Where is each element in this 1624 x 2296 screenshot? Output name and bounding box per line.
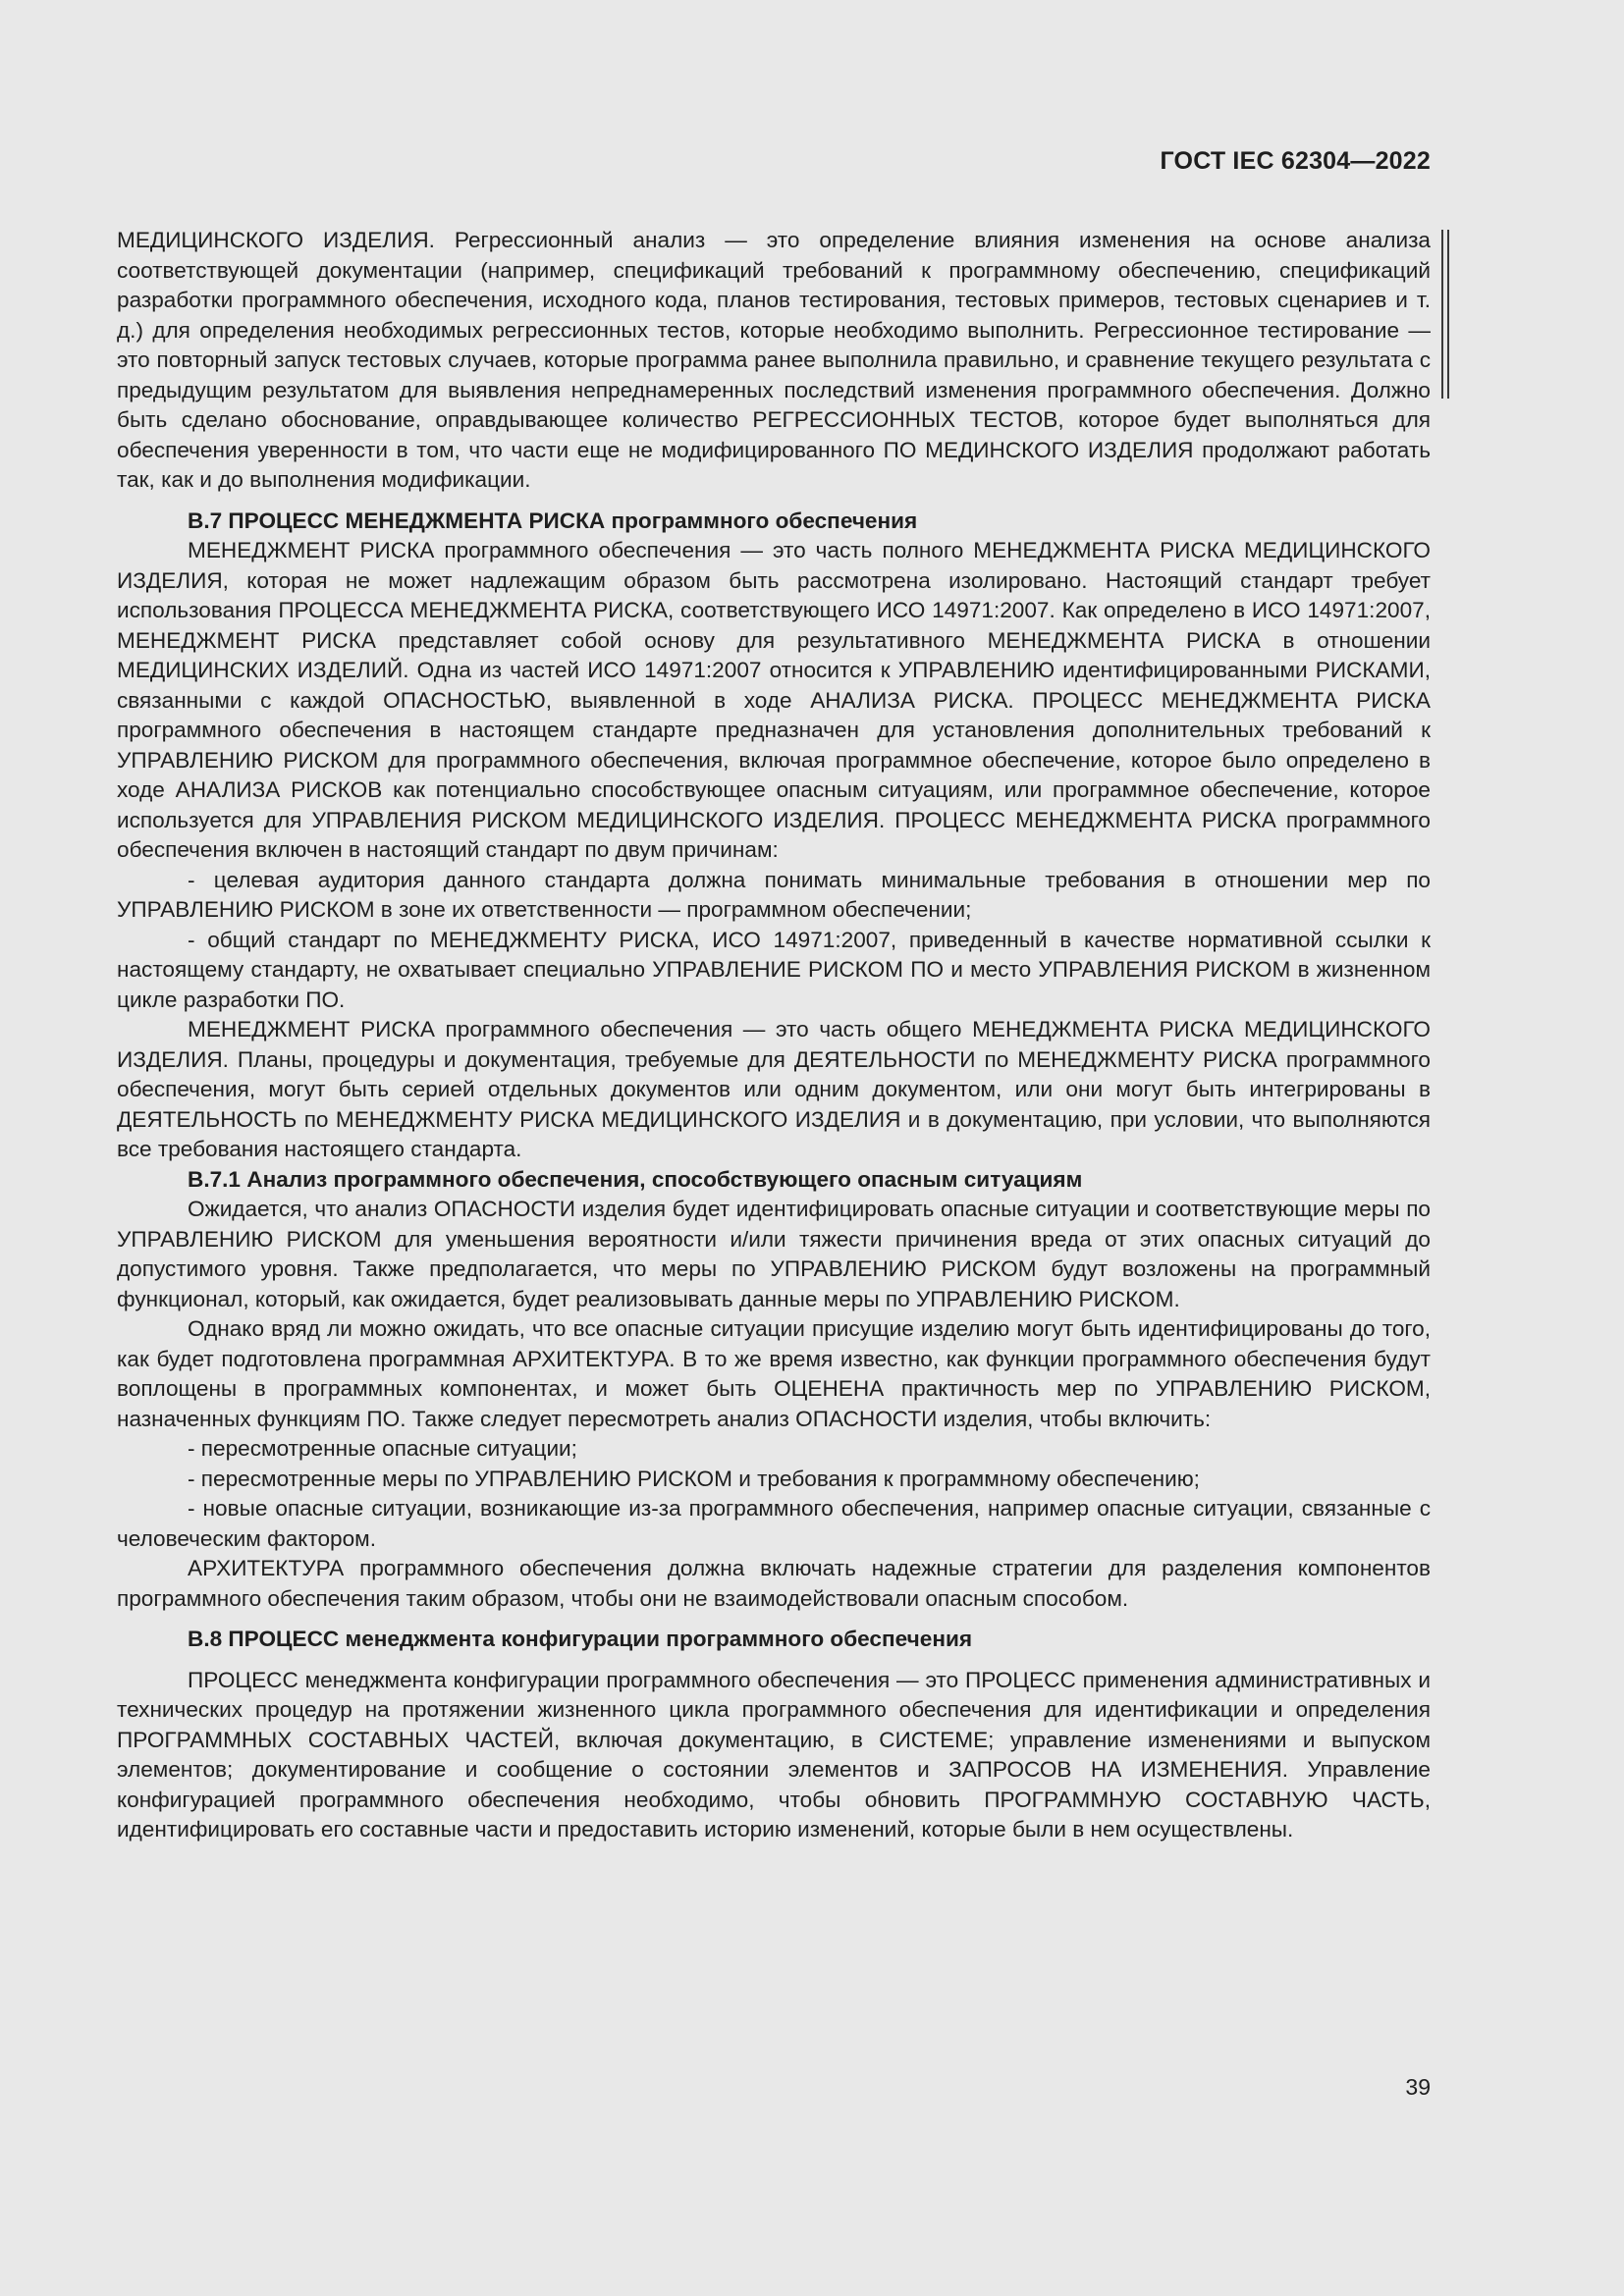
paragraph: ПРОЦЕСС менеджмента конфигурации программного обеспечения — это ПРОЦЕСС применения административных и технических процедур на протяжении жизненного цикла программного обеспечения для идентификации и определения ПРОГРАММНЫХ СОСТАВНЫХ ЧАСТЕЙ, включая документацию, в СИСТЕМЕ; управление изменениями и выпуском элементов; документирование и сообщение о состоянии элементов и ЗАПРОСОВ НА ИЗМЕНЕНИЯ. Управление конфигурацией программного обеспечения необходимо, чтобы обновить ПРОГРАММНУЮ СОСТАВНУЮ ЧАСТЬ, идентифицировать его составные части и предоставить историю изменений, которые были в нем осуществлены. <box>117 1667 1431 1842</box>
list-item: - пересмотренные меры по УПРАВЛЕНИЮ РИСКОМ и требования к программному обеспечению; <box>188 1466 1200 1491</box>
page-number: 39 <box>1405 2074 1431 2100</box>
paragraph: Однако вряд ли можно ожидать, что все опасные ситуации присущие изделию могут быть идентифицированы до того, как будет подготовлена программная АРХИТЕКТУРА. В то же время известно, как функции программного обеспечения будут воплощены в программных компонентах, и может быть ОЦЕНЕНА практичность мер по УПРАВЛЕНИЮ РИСКОМ, назначенных функциям ПО. Также следует пересмотреть анализ ОПАСНОСТИ изделия, чтобы включить: <box>117 1316 1431 1431</box>
section-heading-b7: В.7 ПРОЦЕСС МЕНЕДЖМЕНТА РИСКА программного обеспечения <box>188 507 918 533</box>
list-item: - новые опасные ситуации, возникающие из-за программного обеспечения, например опасные ситуации, связанные с человеческим фактором. <box>117 1496 1431 1551</box>
section-heading-b71: В.7.1 Анализ программного обеспечения, способствующего опасным ситуациям <box>188 1166 1083 1192</box>
paragraph: МЕНЕДЖМЕНТ РИСКА программного обеспечения — это часть общего МЕНЕДЖМЕНТА РИСКА МЕДИЦИНСКОГО ИЗДЕЛИЯ. Планы, процедуры и документация, требуемые для ДЕЯТЕЛЬНОСТИ по МЕНЕДЖМЕНТУ РИСКА программного обеспечения, могут быть серией отдельных документов или одним документом, или они могут быть интегрированы в ДЕЯТЕЛЬНОСТЬ по МЕНЕДЖМЕНТУ РИСКА МЕДИЦИНСКОГО ИЗДЕЛИЯ и в документацию, при условии, что выполняются все требования настоящего стандарта. <box>117 1017 1431 1161</box>
change-bar <box>1441 230 1449 399</box>
paragraph: Ожидается, что анализ ОПАСНОСТИ изделия будет идентифицировать опасные ситуации и соответствующие меры по УПРАВЛЕНИЮ РИСКОМ для уменьшения вероятности и/или тяжести причинения вреда от этих опасных ситуаций до допустимого уровня. Также предполагается, что меры по УПРАВЛЕНИЮ РИСКОМ будут возложены на программный функционал, который, как ожидается, будет реализовывать данные меры по УПРАВЛЕНИЮ РИСКОМ. <box>117 1197 1431 1311</box>
section-heading-b8: В.8 ПРОЦЕСС менеджмента конфигурации программного обеспечения <box>188 1627 973 1651</box>
list-item: - общий стандарт по МЕНЕДЖМЕНТУ РИСКА, ИСО 14971:2007, приведенный в качестве нормативной ссылки к настоящему стандарту, не охватывает специально УПРАВЛЕНИЕ РИСКОМ ПО и место УПРАВЛЕНИЯ РИСКОМ в жизненном цикле разработки ПО. <box>117 927 1431 1012</box>
list-item: - целевая аудитория данного стандарта должна понимать минимальные требования в отношении мер по УПРАВЛЕНИЮ РИСКОМ в зоне их ответственности — программном обеспечении; <box>117 867 1431 922</box>
paragraph: МЕДИЦИНСКОГО ИЗДЕЛИЯ. Регрессионный анализ — это определение влияния изменения на основе анализа соответствующей документации (например, спецификаций требований к программному обеспечению, спецификаций разработки программного обеспечения, исходного кода, планов тестирования, тестовых примеров, тестовых сценариев и т. д.) для определения необходимых регрессионных тестов, которые необходимо выполнить. Регрессионное тестирование — это повторный запуск тестовых случаев, которые программа ранее выполнила правильно, и сравнение текущего результата с предыдущим результатом для выявления непреднамеренных последствий изменения программного обеспечения. Должно быть сделано обоснование, оправдывающее количество РЕГРЕССИОННЫХ ТЕСТОВ, которое будет выполняться для обеспечения уверенности в том, что части еще не модифицированного ПО МЕДИНСКОГО ИЗДЕЛИЯ продолжают работать так, как и до выполнения модификации. <box>117 228 1431 492</box>
body-text <box>117 226 1431 1845</box>
paragraph: МЕНЕДЖМЕНТ РИСКА программного обеспечения — это часть полного МЕНЕДЖМЕНТА РИСКА МЕДИЦИНСКОГО ИЗДЕЛИЯ, которая не может надлежащим образом быть рассмотрена изолировано. Настоящий стандарт требует использования ПРОЦЕССА МЕНЕДЖМЕНТА РИСКА, соответствующего ИСО 14971:2007. Как определено в ИСО 14971:2007, МЕНЕДЖМЕНТ РИСКА представляет собой основу для результативного МЕНЕДЖМЕНТА РИСКА в отношении МЕДИЦИНСКИХ ИЗДЕЛИЙ. Одна из частей ИСО 14971:2007 относится к УПРАВЛЕНИЮ идентифицированными РИСКАМИ, связанными с каждой ОПАСНОСТЬЮ, выявленной в ходе АНАЛИЗА РИСКА. ПРОЦЕСС МЕНЕДЖМЕНТА РИСКА программного обеспечения в настоящем стандарте предназначен для установления дополнительных требований к УПРАВЛЕНИЮ РИСКОМ для программного обеспечения, включая программное обеспечение, которое было определено в ходе АНАЛИЗА РИСКОВ как потенциально способствующее опасным ситуациям, или программное обеспечение, которое используется для УПРАВЛЕНИЯ РИСКОМ МЕДИЦИНСКОГО ИЗДЕЛИЯ. ПРОЦЕСС МЕНЕДЖМЕНТА РИСКА программного обеспечения включен в настоящий стандарт по двум причинам: <box>117 538 1431 862</box>
paragraph: АРХИТЕКТУРА программного обеспечения должна включать надежные стратегии для разделения компонентов программного обеспечения таким образом, чтобы они не взаимодействовали опасным способом. <box>117 1556 1431 1611</box>
list-item: - пересмотренные опасные ситуации; <box>188 1436 577 1461</box>
standard-designation: ГОСТ IEC 62304—2022 <box>1160 147 1431 175</box>
